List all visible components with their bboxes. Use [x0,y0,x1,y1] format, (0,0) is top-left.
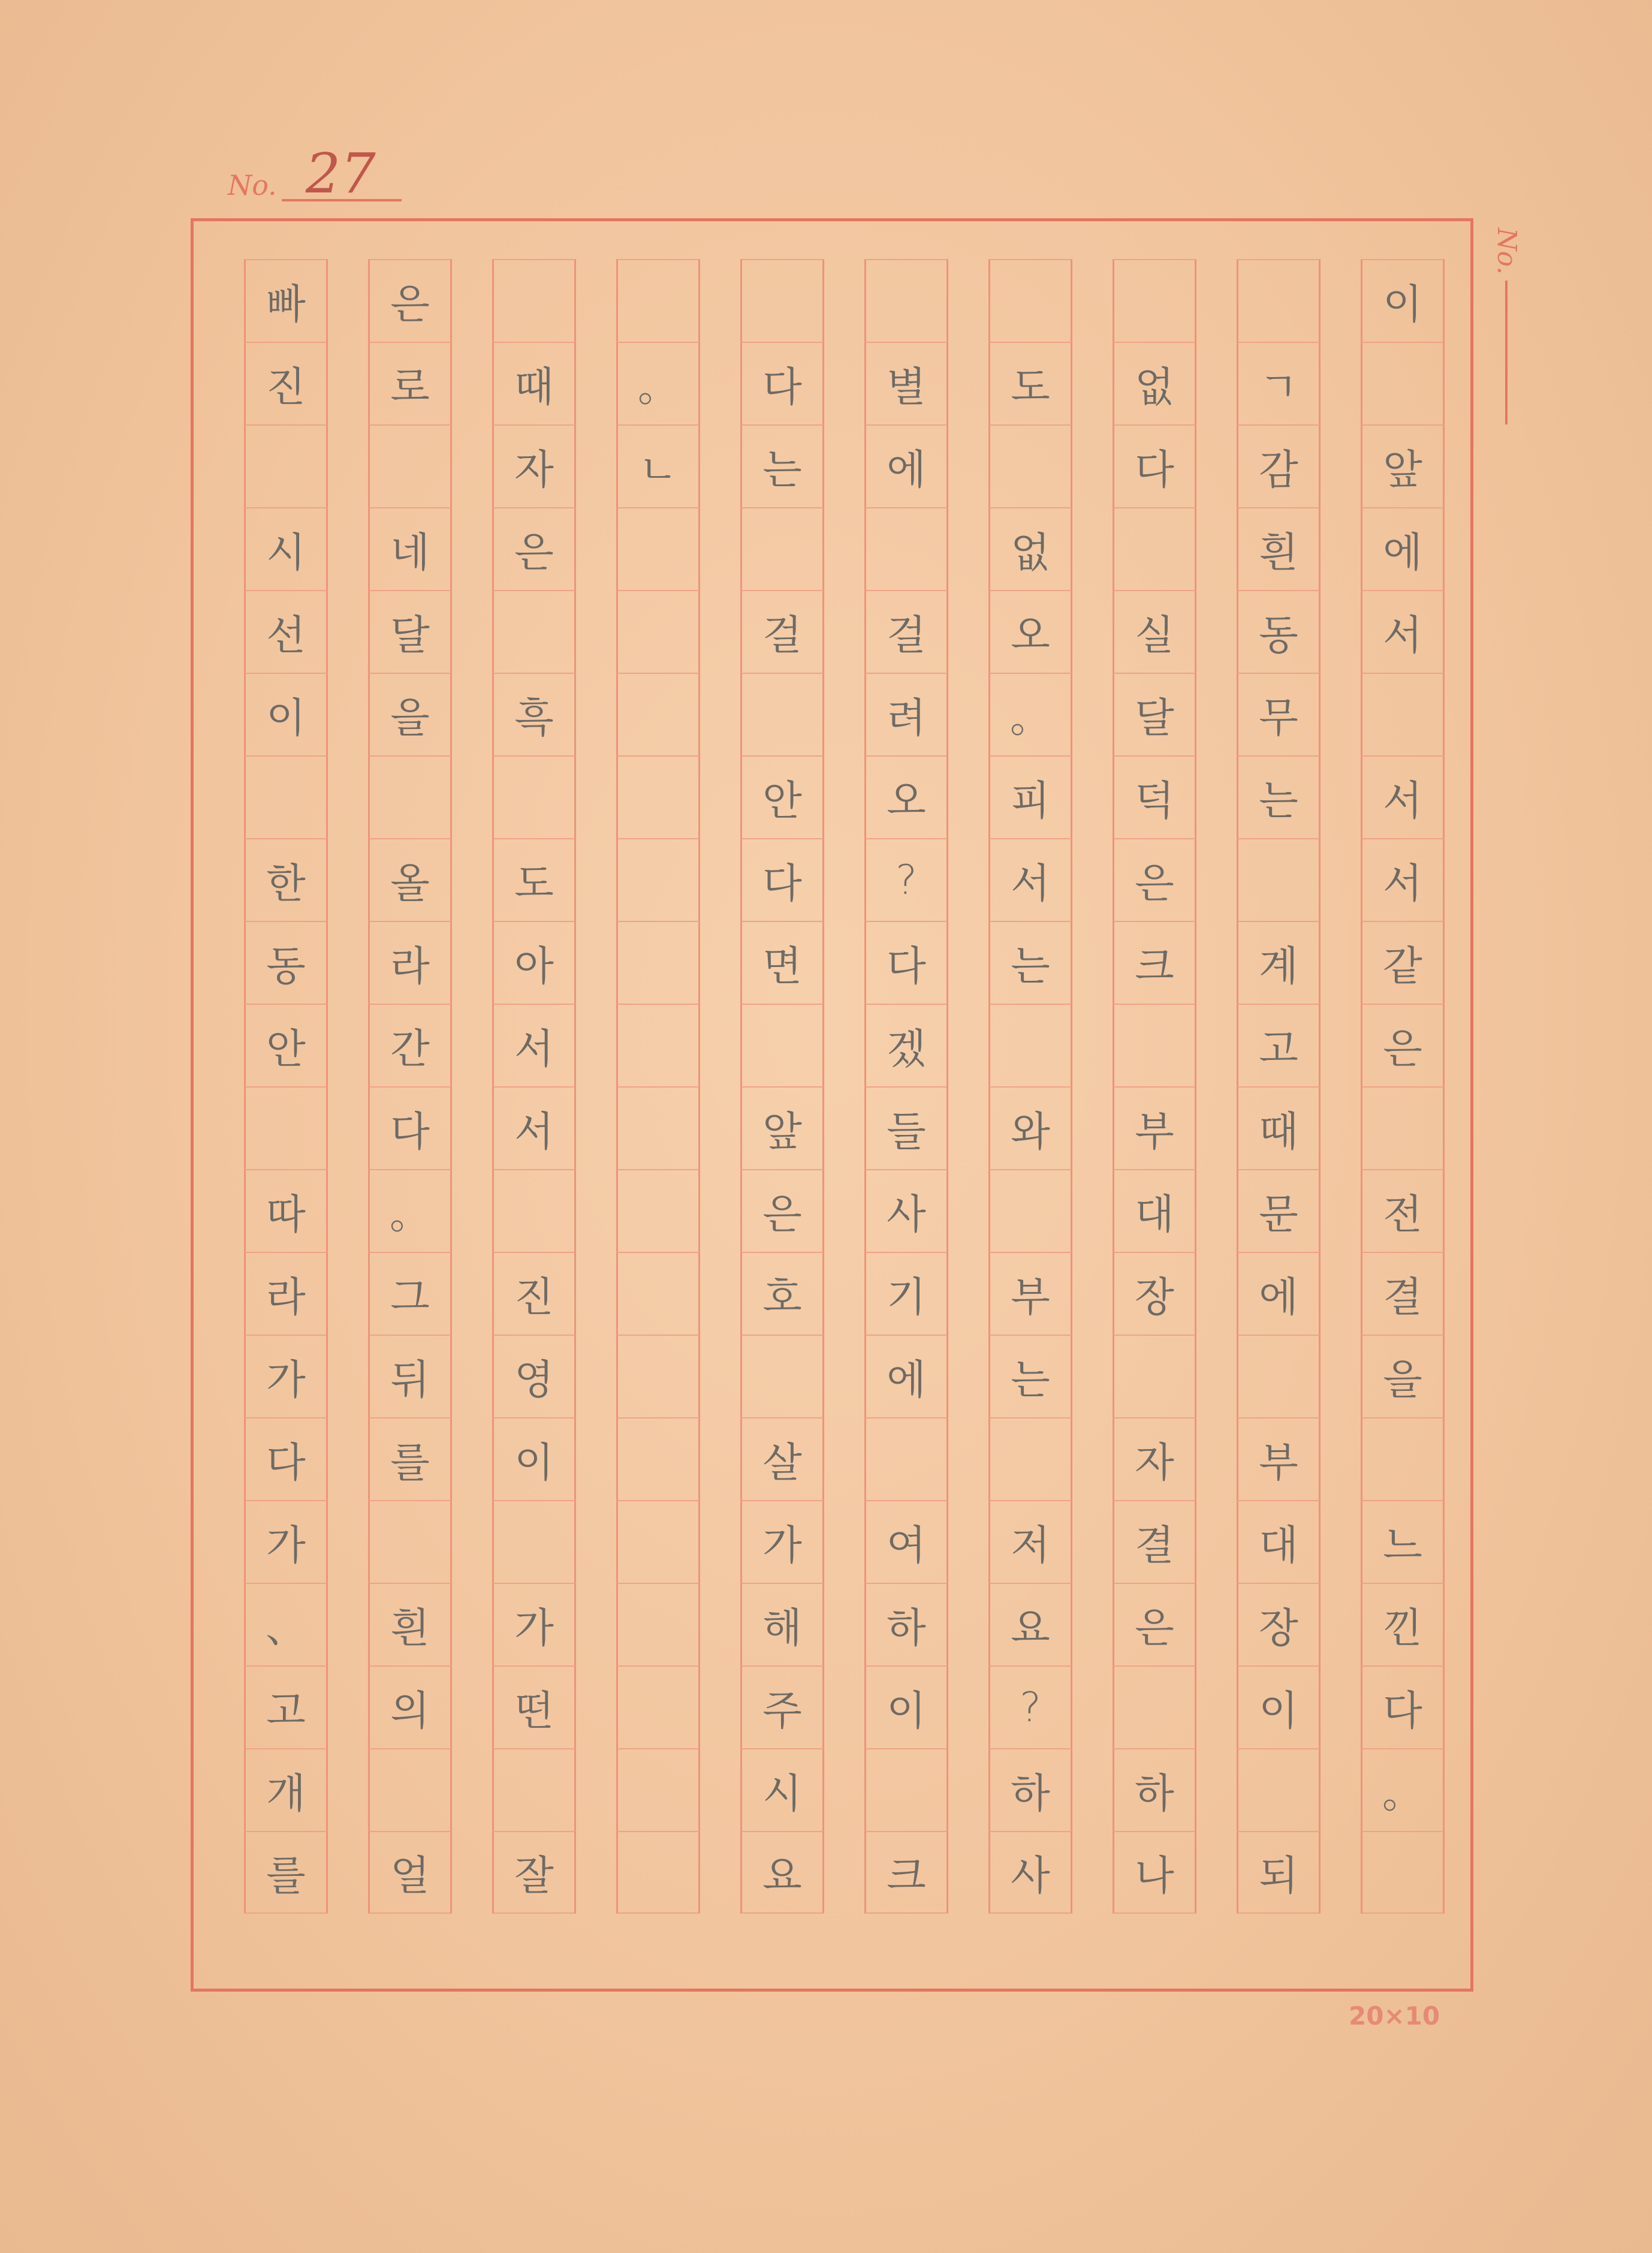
grid-cell: 나 [1113,1831,1196,1914]
grid-cell: 되 [1237,1831,1321,1914]
grid-cell: 앞 [740,1086,824,1169]
grid-cell: 진 [492,1252,576,1335]
grid-cell: 기 [864,1252,948,1335]
grid-cell [616,755,700,838]
grid-cell: 하 [1113,1748,1196,1831]
grid-cell: 한 [244,838,328,921]
grid-cell: 같 [1361,921,1445,1004]
grid-cell: 아 [492,921,576,1004]
grid-cell: 에 [1361,507,1445,590]
grid-cell: 흰 [1237,507,1321,590]
grid-cell: 는 [1237,755,1321,838]
grid-cell: 흰 [368,1583,452,1665]
grid-cell [740,1335,824,1417]
grid-cell: 안 [740,755,824,838]
grid-cell: 를 [244,1831,328,1914]
grid-cell [1113,1335,1196,1417]
grid-cell [740,507,824,590]
grid-cell: 이 [244,673,328,755]
grid-cell: 장 [1237,1583,1321,1665]
grid-cell: 려 [864,673,948,755]
grid-cell: 서 [1361,590,1445,673]
grid-cell: 서 [988,838,1072,921]
grid-cell: 뒤 [368,1335,452,1417]
grid-cell [616,1086,700,1169]
grid-cell: 이 [1237,1665,1321,1748]
page-number [228,141,402,206]
grid-cell: 전 [1361,1169,1445,1252]
grid-cell: ? [864,838,948,921]
grid-cell: 얼 [368,1831,452,1914]
grid-cell [616,1169,700,1252]
grid-cell: 걸 [740,590,824,673]
grid-cell: 안 [244,1004,328,1086]
grid-cell: 。 [1361,1748,1445,1831]
grid-cell: 결 [1361,1252,1445,1335]
grid-cell: 낀 [1361,1583,1445,1665]
grid-cell: 덕 [1113,755,1196,838]
grid-cell: 를 [368,1417,452,1500]
grid-cell: 살 [740,1417,824,1500]
grid-cell: 없 [988,507,1072,590]
grid-cell: 서 [492,1004,576,1086]
grid-cell: 에 [864,424,948,507]
grid-cell: 라 [368,921,452,1004]
grid-cell: 감 [1237,424,1321,507]
grid-cell: 진 [244,342,328,424]
grid-cell [1237,1748,1321,1831]
grid-cell [616,673,700,755]
grid-cell: 은 [740,1169,824,1252]
side-number [1491,228,1522,424]
grid-cell: 걸 [864,590,948,673]
grid-cell [1113,1004,1196,1086]
grid-cell [368,1748,452,1831]
grid-cell [616,1583,700,1665]
grid-cell: 때 [492,342,576,424]
grid-cell: 사 [988,1831,1072,1914]
grid-cell: 선 [244,590,328,673]
grid-cell: 가 [244,1500,328,1583]
grid-cell: 때 [1237,1086,1321,1169]
grid-cell: 고 [1237,1004,1321,1086]
grid-cell [492,1500,576,1583]
grid-cell [1361,1086,1445,1169]
grid-cell: 는 [740,424,824,507]
grid-cell [616,1831,700,1914]
grid-cell [740,1004,824,1086]
grid-cell: 크 [1113,921,1196,1004]
grid-cell: 잘 [492,1831,576,1914]
grid-cell: 는 [988,921,1072,1004]
grid-cell: 부 [988,1252,1072,1335]
grid-cell: 와 [988,1086,1072,1169]
grid-cell [368,424,452,507]
grid-cell: 면 [740,921,824,1004]
grid-cell: 크 [864,1831,948,1914]
grid-cell: 별 [864,342,948,424]
grid-cell [244,755,328,838]
grid-cell: 빠 [244,259,328,342]
grid-cell [616,507,700,590]
grid-cell [492,1748,576,1831]
grid-cell: 대 [1237,1500,1321,1583]
grid-cell: 느 [1361,1500,1445,1583]
grid-cell: 부 [1113,1086,1196,1169]
grid-cell: 。 [616,342,700,424]
grid-cell: 장 [1113,1252,1196,1335]
grid-cell: 동 [244,921,328,1004]
grid-cell: 하 [864,1583,948,1665]
grid-cell [616,1335,700,1417]
grid-cell: 가 [492,1583,576,1665]
grid-cell [1113,507,1196,590]
grid-cell [864,259,948,342]
grid-cell: 도 [988,342,1072,424]
grid-cell: 은 [1113,838,1196,921]
grid-cell [1361,342,1445,424]
grid-cell [368,1500,452,1583]
grid-cell: 결 [1113,1500,1196,1583]
grid-cell: 오 [988,590,1072,673]
grid-cell [740,673,824,755]
grid-cell: 겠 [864,1004,948,1086]
grid-cell: 문 [1237,1169,1321,1252]
grid-cell: 시 [244,507,328,590]
grid-cell [988,1169,1072,1252]
grid-cell: 을 [368,673,452,755]
grid-cell [1237,1335,1321,1417]
grid-cell: 다 [368,1086,452,1169]
grid-cell: 、 [244,1583,328,1665]
grid-cell [616,1665,700,1748]
grid-cell: 가 [740,1500,824,1583]
grid-cell [244,424,328,507]
grid-cell [988,259,1072,342]
page-number-prefix: No. [228,169,277,201]
grid-cell: 가 [244,1335,328,1417]
grid-cell: ㄴ [616,424,700,507]
grid-cell: 그 [368,1252,452,1335]
grid-cell: 따 [244,1169,328,1252]
grid-cell [616,1417,700,1500]
grid-cell: 대 [1113,1169,1196,1252]
grid-cell: 은 [492,507,576,590]
grid-cell [1113,259,1196,342]
grid-cell: 서 [492,1086,576,1169]
grid-cell [1237,259,1321,342]
grid-cell [864,1748,948,1831]
grid-cell [368,755,452,838]
grid-cell: 네 [368,507,452,590]
page-number-value: 27 [305,141,376,206]
grid-cell: 주 [740,1665,824,1748]
grid-cell: 올 [368,838,452,921]
grid-cell: 피 [988,755,1072,838]
grid-cell: 에 [864,1335,948,1417]
grid-cell [1113,1665,1196,1748]
grid-cell: 호 [740,1252,824,1335]
grid-cell [1361,673,1445,755]
grid-cell: 요 [740,1831,824,1914]
grid-cell [740,259,824,342]
grid-cell [616,1500,700,1583]
grid-cell: 없 [1113,342,1196,424]
grid-cell [492,755,576,838]
grid-cell: 앞 [1361,424,1445,507]
grid-cell: 계 [1237,921,1321,1004]
grid-cell [492,259,576,342]
grid-cell [616,590,700,673]
grid-cell: 개 [244,1748,328,1831]
grid-cell: 에 [1237,1252,1321,1335]
grid-cell: 들 [864,1086,948,1169]
grid-cell [492,590,576,673]
grid-cell: 요 [988,1583,1072,1665]
grid-cell: 오 [864,755,948,838]
grid-cell: 다 [1113,424,1196,507]
grid-cell [244,1086,328,1169]
grid-cell: 는 [988,1335,1072,1417]
grid-cell [616,1252,700,1335]
grid-cell [864,507,948,590]
grid-cell: 로 [368,342,452,424]
grid-size-label: 20×10 [1349,2001,1440,2031]
grid-cell: 부 [1237,1417,1321,1500]
grid-cell: 도 [492,838,576,921]
grid-cell [988,1004,1072,1086]
grid-cell: 을 [1361,1335,1445,1417]
grid-cell [1361,1831,1445,1914]
grid-cell: 다 [740,838,824,921]
grid-cell: 자 [492,424,576,507]
grid-cell [988,424,1072,507]
grid-cell: 서 [1361,838,1445,921]
grid-cell: 다 [864,921,948,1004]
grid-cell: 사 [864,1169,948,1252]
grid-cell: 시 [740,1748,824,1831]
grid-cell: 의 [368,1665,452,1748]
grid-cell: 달 [368,590,452,673]
grid-cell: 다 [244,1417,328,1500]
grid-cell [1237,838,1321,921]
grid-cell: 다 [740,342,824,424]
grid-cell [988,1417,1072,1500]
grid-cell: 하 [988,1748,1072,1831]
grid-cell [864,1417,948,1500]
grid-cell: 고 [244,1665,328,1748]
grid-cell: 간 [368,1004,452,1086]
grid-cell: ㄱ [1237,342,1321,424]
grid-cell: 영 [492,1335,576,1417]
grid-cell: 자 [1113,1417,1196,1500]
grid-cell: 。 [988,673,1072,755]
side-number-prefix: No. [1491,228,1522,275]
grid-cell: 이 [492,1417,576,1500]
grid-cell: 이 [864,1665,948,1748]
grid-cell [1361,1417,1445,1500]
grid-cell: 여 [864,1500,948,1583]
grid-cell: 은 [1113,1583,1196,1665]
grid-cell: 라 [244,1252,328,1335]
grid-cell: 떤 [492,1665,576,1748]
grid-cell: 다 [1361,1665,1445,1748]
grid-cell [616,259,700,342]
grid-cell [616,1004,700,1086]
grid-cell: 실 [1113,590,1196,673]
grid-cell: 이 [1361,259,1445,342]
grid-cell: ? [988,1665,1072,1748]
grid-cell: 은 [368,259,452,342]
grid-cell: 흑 [492,673,576,755]
grid-cell: 해 [740,1583,824,1665]
grid-cell [492,1169,576,1252]
grid-cell: 은 [1361,1004,1445,1086]
grid-cell: 무 [1237,673,1321,755]
grid-cell [616,838,700,921]
grid-cell [616,1748,700,1831]
grid-cell: 저 [988,1500,1072,1583]
grid-cell: 동 [1237,590,1321,673]
grid-cell: 달 [1113,673,1196,755]
grid-cell: 서 [1361,755,1445,838]
grid-cell [616,921,700,1004]
grid-cell: 。 [368,1169,452,1252]
